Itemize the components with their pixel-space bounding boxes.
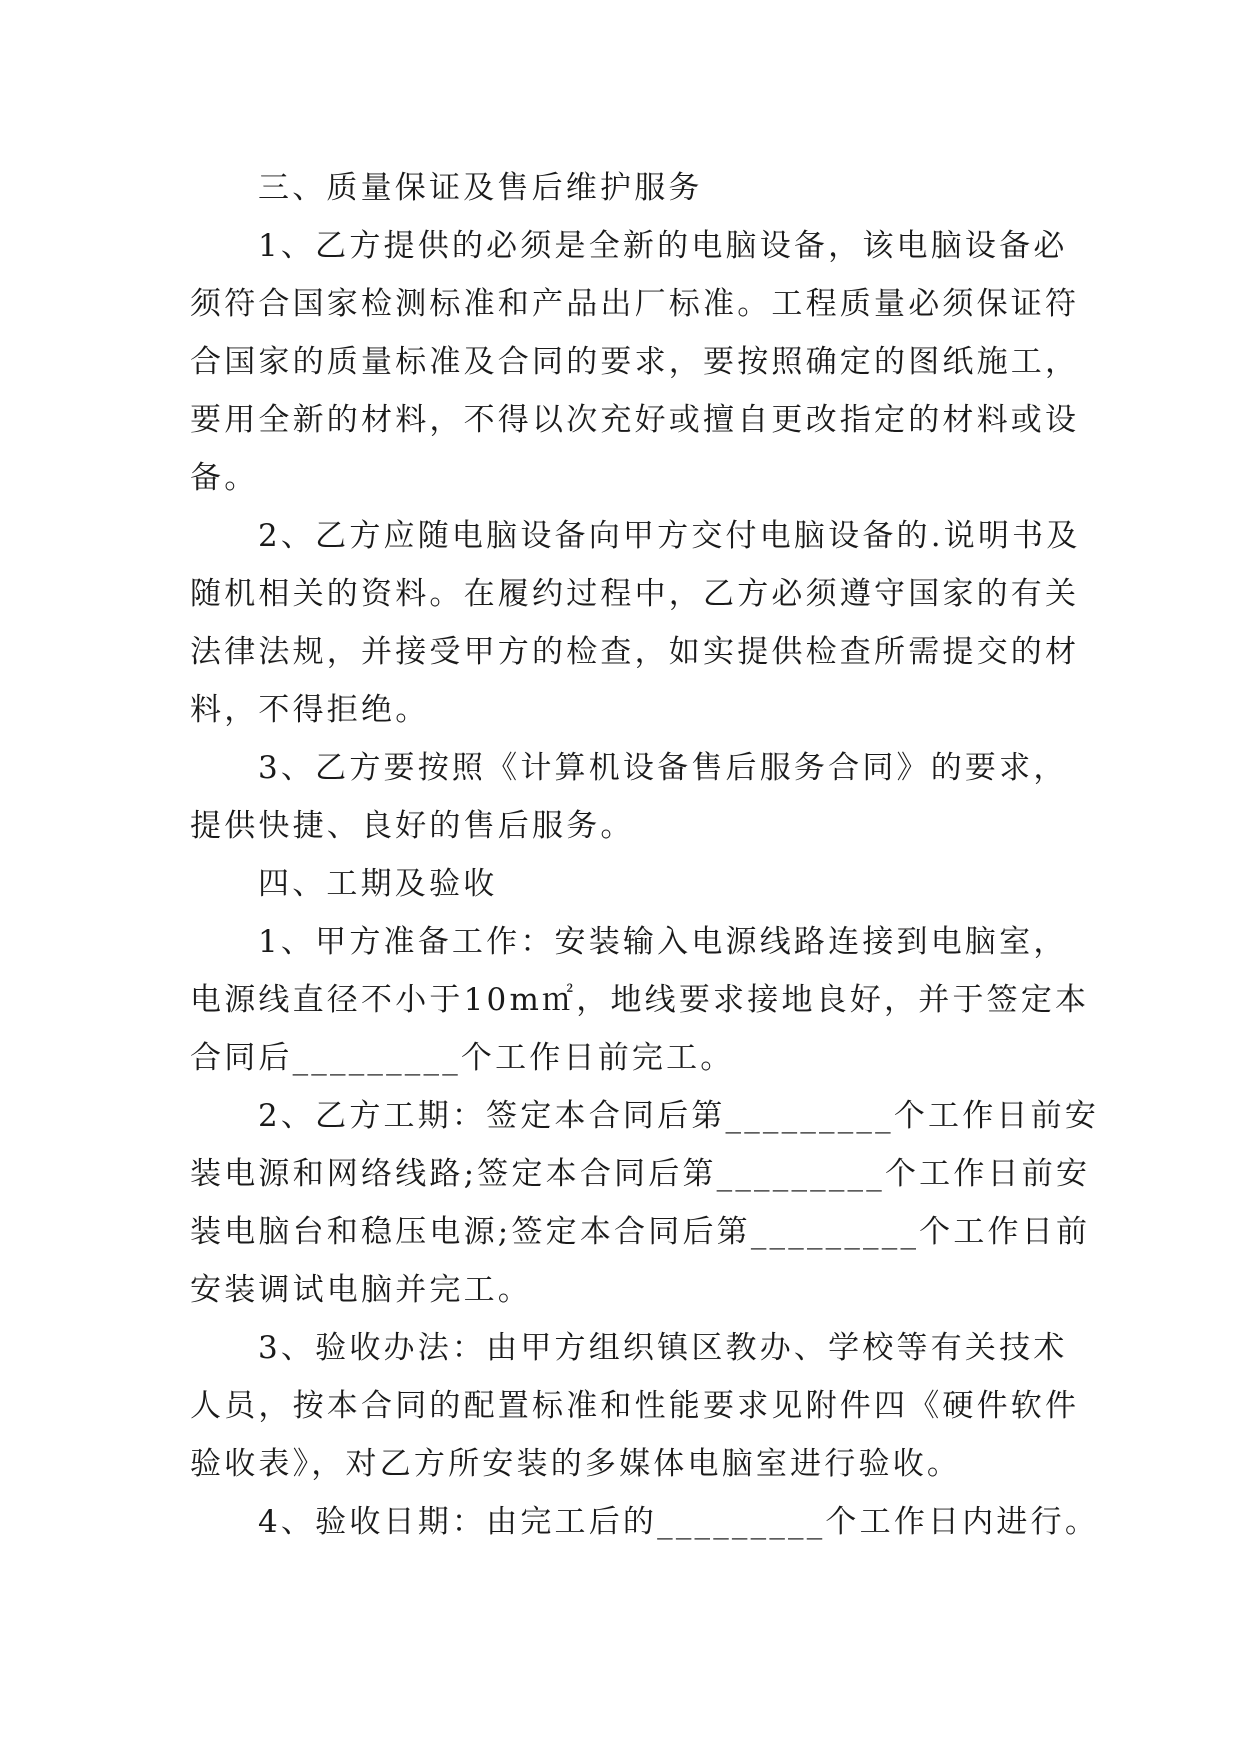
text-line: 验收表》，对乙方所安装的多媒体电脑室进行验收。 bbox=[190, 1446, 962, 1482]
section-heading-quality: 三、质量保证及售后维护服务 bbox=[258, 170, 703, 206]
text-line: 4、验收日期：由完工后的_________个工作日内进行。 bbox=[258, 1504, 1100, 1540]
text-line: 法律法规，并接受甲方的检查，如实提供检查所需提交的材 bbox=[190, 634, 1080, 670]
paragraph-3-2 bbox=[190, 507, 1081, 739]
text-line: 装电源和网络线路;签定本合同后第_________个工作日前安 bbox=[190, 1156, 1091, 1192]
text-line: 随机相关的资料。在履约过程中，乙方必须遵守国家的有关 bbox=[190, 576, 1080, 612]
text-line: 合国家的质量标准及合同的要求，要按照确定的图纸施工， bbox=[190, 344, 1080, 380]
paragraph-4-1 bbox=[190, 913, 1090, 1087]
text-line: 电源线直径不小于10m㎡，地线要求接地良好，并于签定本 bbox=[190, 982, 1090, 1018]
text-line: 料，不得拒绝。 bbox=[190, 692, 430, 728]
text-line: 3、验收办法：由甲方组织镇区教办、学校等有关技术 bbox=[258, 1330, 1068, 1366]
text-line: 3、乙方要按照《计算机设备售后服务合同》的要求， bbox=[258, 750, 1068, 786]
paragraph-4-2 bbox=[190, 1087, 1100, 1319]
text-line: 备。 bbox=[190, 460, 259, 496]
text-line: 人员，按本合同的配置标准和性能要求见附件四《硬件软件 bbox=[190, 1388, 1080, 1424]
document-body bbox=[190, 159, 1100, 1551]
text-line: 提供快捷、良好的售后服务。 bbox=[190, 808, 635, 844]
text-line: 要用全新的材料，不得以次充好或擅自更改指定的材料或设 bbox=[190, 402, 1080, 438]
text-line: 2、乙方应随电脑设备向甲方交付电脑设备的.说明书及 bbox=[258, 518, 1081, 554]
text-line: 合同后_________个工作日前完工。 bbox=[190, 1040, 735, 1076]
paragraph-3-1 bbox=[190, 217, 1080, 507]
paragraph-4-3 bbox=[190, 1319, 1080, 1493]
text-line: 装电脑台和稳压电源;签定本合同后第_________个工作日前 bbox=[190, 1214, 1091, 1250]
text-line: 1、乙方提供的必须是全新的电脑设备，该电脑设备必 bbox=[258, 228, 1068, 264]
paragraph-4-4 bbox=[190, 1493, 1100, 1551]
section-heading-schedule: 四、工期及验收 bbox=[258, 866, 498, 902]
text-line: 须符合国家检测标准和产品出厂标准。工程质量必须保证符 bbox=[190, 286, 1080, 322]
paragraph-3-3 bbox=[190, 739, 1070, 855]
text-line: 2、乙方工期：签定本合同后第_________个工作日前安 bbox=[258, 1098, 1100, 1134]
text-line: 1、甲方准备工作：安装输入电源线路连接到电脑室， bbox=[258, 924, 1068, 960]
text-line: 安装调试电脑并完工。 bbox=[190, 1272, 532, 1308]
